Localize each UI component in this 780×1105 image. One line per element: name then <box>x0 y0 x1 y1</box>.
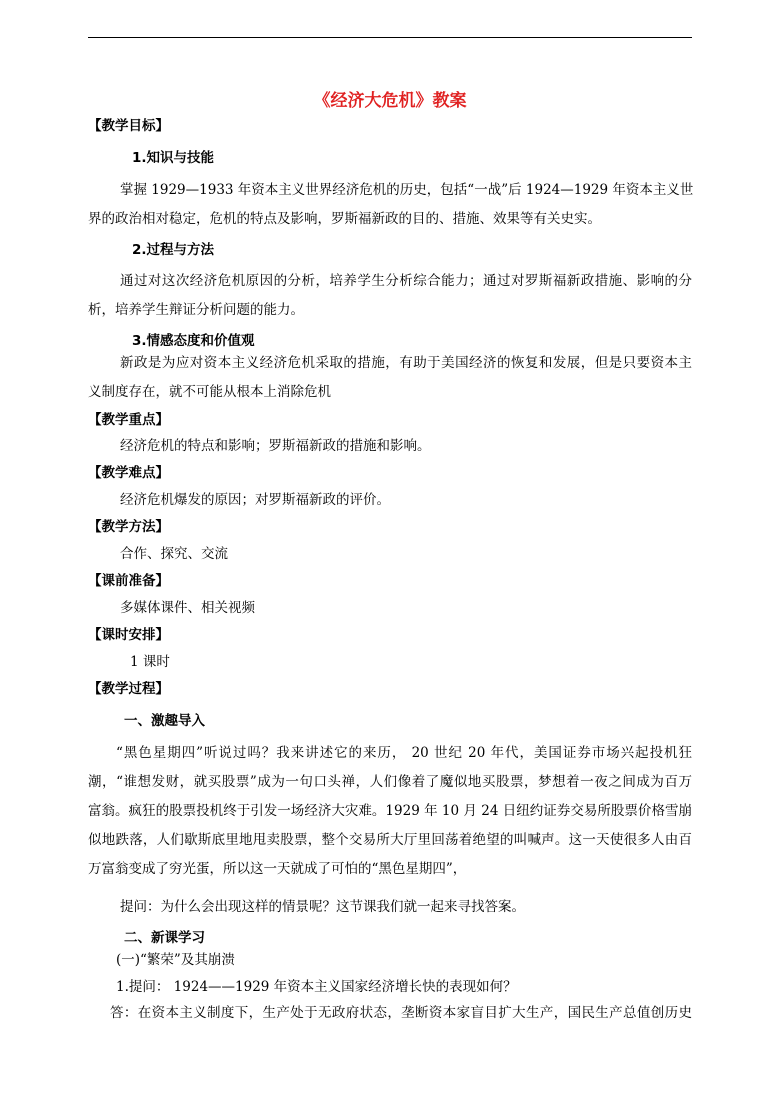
heading-teaching-goals: 【教学目标】 <box>88 118 169 134</box>
document-title: 《经济大危机》教案 <box>313 91 467 111</box>
paragraph-line: 经济危机的特点和影响；罗斯福新政的措施和影响。 <box>120 438 431 454</box>
paragraph-line: 掌握 1929—1933 年资本主义世界经济危机的历史，包括“一战”后 1924—1929 年资本主义世 <box>120 182 694 198</box>
paragraph-line: 提问：为什么会出现这样的情景呢？这节课我们就一起来寻找答案。 <box>120 899 525 915</box>
paragraph-line: 多媒体课件、相关视频 <box>120 600 255 616</box>
paragraph-line: “黑色星期四”听说过吗？我来讲述它的来历， 20 世纪 20 年代，美国证券市场兴起投机狂 <box>116 745 692 761</box>
subheading-process-method: 2.过程与方法 <box>132 242 215 258</box>
paragraph-line: 万富翁变成了穷光蛋，所以这一天就成了可怕的“黑色星期四”， <box>88 861 467 877</box>
paragraph-line: 似地跌落，人们歇斯底里地甩卖股票，整个交易所大厅里回荡着绝望的叫喊声。这一天使很多人由百 <box>88 832 692 848</box>
paragraph-line: 合作、探究、交流 <box>120 546 228 562</box>
heading-schedule: 【课时安排】 <box>88 627 169 643</box>
subheading-new-lesson: 二、新课学习 <box>124 930 205 946</box>
paragraph-line: 析，培养学生辩证分析问题的能力。 <box>88 302 304 318</box>
heading-difficulties: 【教学难点】 <box>88 465 169 481</box>
paragraph-line: 1.提问： 1924——1929 年资本主义国家经济增长快的表现如何？ <box>116 979 517 995</box>
paragraph-line: 新政是为应对资本主义经济危机采取的措施，有助于美国经济的恢复和发展，但是只要资本主 <box>120 355 692 371</box>
subheading-knowledge-skills: 1.知识与技能 <box>132 150 215 166</box>
paragraph-line: 潮，“谁想发财，就买股票”成为一句口头禅，人们像着了魔似地买股票，梦想着一夜之间成为百万 <box>88 774 692 790</box>
header-rule <box>88 37 692 38</box>
subheading-values: 3.情感态度和价值观 <box>132 333 255 349</box>
paragraph-line: 义制度存在，就不可能从根本上消除危机 <box>88 384 331 400</box>
paragraph-line: 界的政治相对稳定，危机的特点及影响，罗斯福新政的目的、措施、效果等有关史实。 <box>88 211 601 227</box>
heading-key-points: 【教学重点】 <box>88 412 169 428</box>
paragraph-line: 经济危机爆发的原因；对罗斯福新政的评价。 <box>120 492 390 508</box>
subheading-intro: 一、激趣导入 <box>124 713 205 729</box>
subheading-prosperity: (一)“繁荣”及其崩溃 <box>116 952 235 968</box>
heading-teaching-process: 【教学过程】 <box>88 681 169 697</box>
paragraph-line: 答：在资本主义制度下，生产处于无政府状态，垄断资本家盲目扩大生产，国民生产总值创历史 <box>110 1005 692 1021</box>
paragraph-line: 1 课时 <box>130 654 170 670</box>
heading-preparation: 【课前准备】 <box>88 573 169 589</box>
heading-methods: 【教学方法】 <box>88 519 169 535</box>
paragraph-line: 通过对这次经济危机原因的分析，培养学生分析综合能力；通过对罗斯福新政措施、影响的分 <box>120 273 692 289</box>
paragraph-line: 富翁。疯狂的股票投机终于引发一场经济大灾难。1929 年 10 月 24 日纽约证券交易所股票价格雪崩 <box>88 803 692 819</box>
